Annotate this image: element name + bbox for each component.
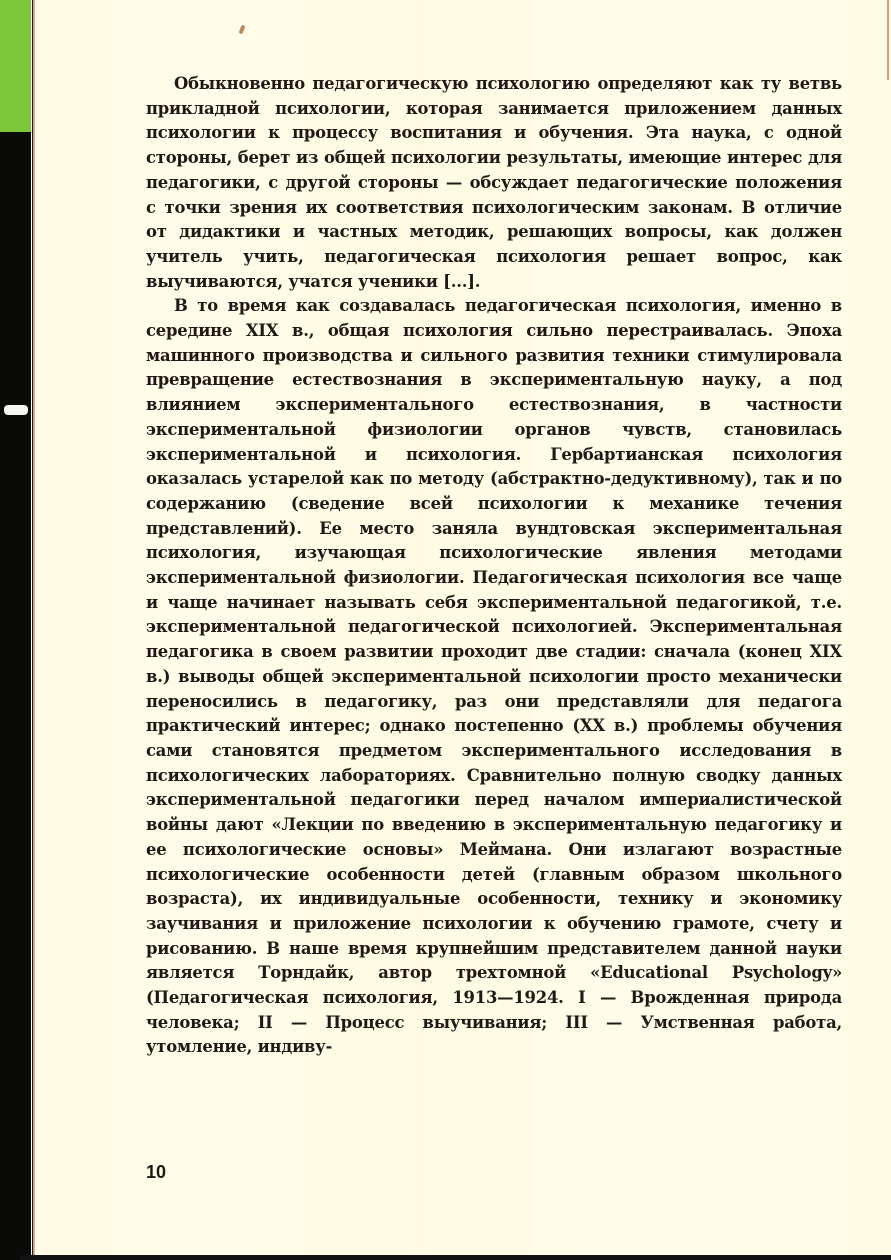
page-bottom-border [20, 1255, 891, 1260]
body-text [146, 72, 842, 1060]
page-number: 10 [146, 1162, 167, 1182]
book-binding-edge [0, 0, 31, 1260]
ink-speck [239, 25, 246, 35]
edge-marker [4, 405, 28, 415]
page-sheet [35, 0, 891, 1255]
paragraph: Обыкновенно педагогическую психологию определяют как ту ветвь прикладной психологии, которая занимается приложением данных психологии к процессу воспитания и обучения. Эта наука, с одной стороны, берет из общей психологии результаты, имеющие интерес для педагогики, с другой стороны — обсуждает педагогические положения с точки зрения их соответствия психологическим законам. В отличие от дидактики и частных методик, решающих вопросы, как должен учитель учить, педагогическая психология решает вопрос, как выучиваются, учатся ученики [...]. [146, 74, 842, 291]
paragraph: В то время как создавалась педагогическая психология, именно в середине XIX в., общая психология сильно перестраивалась. Эпоха машинного производства и сильного развития техники стимулировала превращение естествознания в экспериментальную науку, а под влиянием экспериментального естествознания, в частности экспериментальной физиологии органов чувств, становилась экспериментальной и психология. Гербартианская психология оказалась устарелой как по методу (абстрактно-дедуктивному), так и по содержанию (сведение всей психологии к механике течения представлений). Ее место заняла вундтовская экспериментальная психология, изучающая психологические явления методами экспериментальной физиологии. Педагогическая психология все чаще и чаще начинает называть себя экспериментальной педагогикой, т.е. экспериментальной педагогической психологией. Экспериментальная педагогика в своем развитии проходит две стадии: сначала (конец XIX в.) выводы общей экспериментальной психологии просто механически переносились в педагогику, раз они представляли для педагога практический интерес; однако постепенно (XX в.) проблемы обучения сами становятся предметом экспериментального исследования в психологических лабораториях. Сравнительно полную сводку данных экспериментальной педагогики перед началом империалистической войны дают «Лекции по введению в экспериментальную педагогику и ее психологические основы» Меймана. Они излагают возрастные психологические особенности детей (главным образом школьного возраста), их индивидуальные особенности, технику и экономику заучивания и приложение психологии к обучению грамоте, счету и рисованию. В наше время крупнейшим представителем данной науки является Торндайк, автор трехтомной «Educational Psychology» (Педагогическая психология, 1913—1924. I — Врожденная природа человека; II — Процесс выучивания; III — Умственная работа, утомление, индиву- [146, 296, 842, 1057]
page-right-border [887, 0, 889, 80]
green-edge-tab [0, 0, 31, 132]
